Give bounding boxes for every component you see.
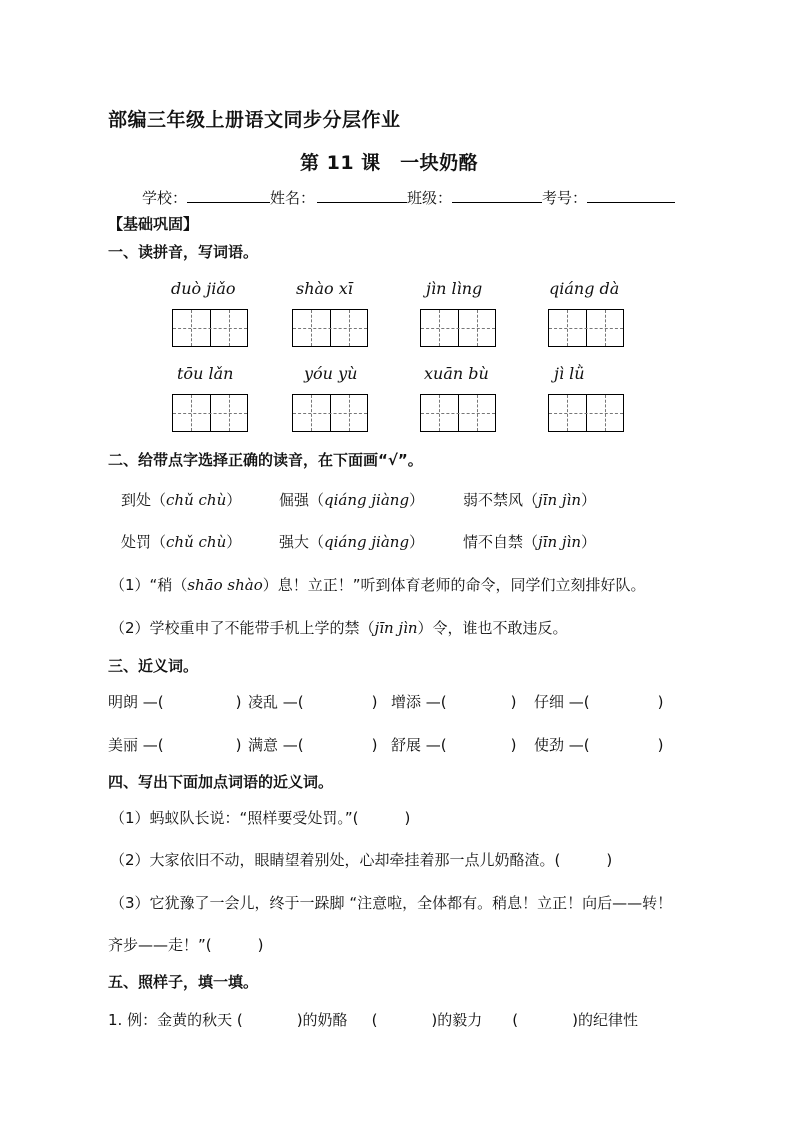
q3-heading: 三、近义词。 [108,657,199,675]
tianzige-box[interactable] [548,309,624,347]
tianzige-box[interactable] [172,309,248,347]
pinyin-label: duò jiǎo [171,279,236,298]
q4-sentence-2[interactable]: （2）大家依旧不动，眼睛望着别处，心却牵挂着那一点儿奶酪渣。( ) [110,851,613,869]
name-label: 姓名： [270,189,316,207]
pinyin-label: tōu lǎn [177,364,234,383]
tianzige-box[interactable] [548,394,624,432]
q4-sentence-1[interactable]: （1）蚂蚁队长说：“照样要受处罚。”( ) [110,809,411,827]
student-info-row [142,187,675,208]
synonym-item[interactable]: 使劲 —( ) [534,736,664,754]
synonym-item[interactable]: 仔细 —( ) [534,693,664,711]
number-label: 考号： [542,189,588,207]
tianzige-box[interactable] [292,394,368,432]
q5-heading: 五、照样子，填一填。 [108,973,259,991]
document-title: 部编三年级上册语文同步分层作业 [108,109,401,131]
tianzige-box[interactable] [420,394,496,432]
reading-choice[interactable]: 强大（qiáng jiàng） [279,533,425,551]
class-label: 班级： [407,189,453,207]
school-field[interactable] [187,188,270,203]
q4-sentence-3: （3）它犹豫了一会儿，终于一跺脚 “注意啦，全体都有。稍息！立正！向后——转！ [110,894,673,912]
tianzige-box[interactable] [292,309,368,347]
pinyin-label: xuān bù [424,364,489,383]
reading-choice[interactable]: 倔强（qiáng jiàng） [279,491,425,509]
synonym-item[interactable]: 凌乱 —( ) [248,693,378,711]
synonym-item[interactable]: 美丽 —( ) [108,736,242,754]
reading-choice[interactable]: 情不自禁（jīn jìn） [463,533,597,551]
school-label: 学校： [142,189,188,207]
synonym-item[interactable]: 舒展 —( ) [391,736,517,754]
lesson-title: 第 11 课 一块奶酪 [300,152,479,174]
reading-choice[interactable]: 处罚（chǔ chù） [121,533,242,551]
pinyin-label: yóu yù [304,364,358,383]
synonym-item[interactable]: 增添 —( ) [391,693,517,711]
synonym-item[interactable]: 满意 —( ) [248,736,378,754]
q4-sentence-3-cont[interactable]: 齐步——走！”( ) [108,936,264,954]
name-field[interactable] [317,188,407,203]
q4-heading: 四、写出下面加点词语的近义词。 [108,773,334,791]
q2-sentence-1[interactable]: （1）“稍（shāo shào）息！立正！”听到体育老师的命令，同学们立刻排好队。 [110,576,646,594]
tianzige-box[interactable] [420,309,496,347]
pinyin-label: jìn lìng [426,279,483,298]
section-basic: 【基础巩固】 [108,215,199,233]
q2-heading: 二、给带点字选择正确的读音，在下面画“√”。 [108,451,423,469]
pinyin-label: qiáng dà [549,279,620,298]
q1-heading: 一、读拼音，写词语。 [108,243,259,261]
q5-line-1[interactable]: 1. 例：金黄的秋天 ( )的奶酪 ( )的毅力 ( )的纪律性 [108,1011,638,1029]
reading-choice[interactable]: 弱不禁风（jīn jìn） [463,491,597,509]
class-field[interactable] [452,188,542,203]
tianzige-box[interactable] [172,394,248,432]
q2-sentence-2[interactable]: （2）学校重申了不能带手机上学的禁（jīn jìn）令，谁也不敢违反。 [110,619,568,637]
number-field[interactable] [587,188,675,203]
reading-choice[interactable]: 到处（chǔ chù） [121,491,242,509]
synonym-item[interactable]: 明朗 —( ) [108,693,242,711]
pinyin-label: shào xī [296,279,353,298]
pinyin-label: jì lǜ [554,364,585,383]
